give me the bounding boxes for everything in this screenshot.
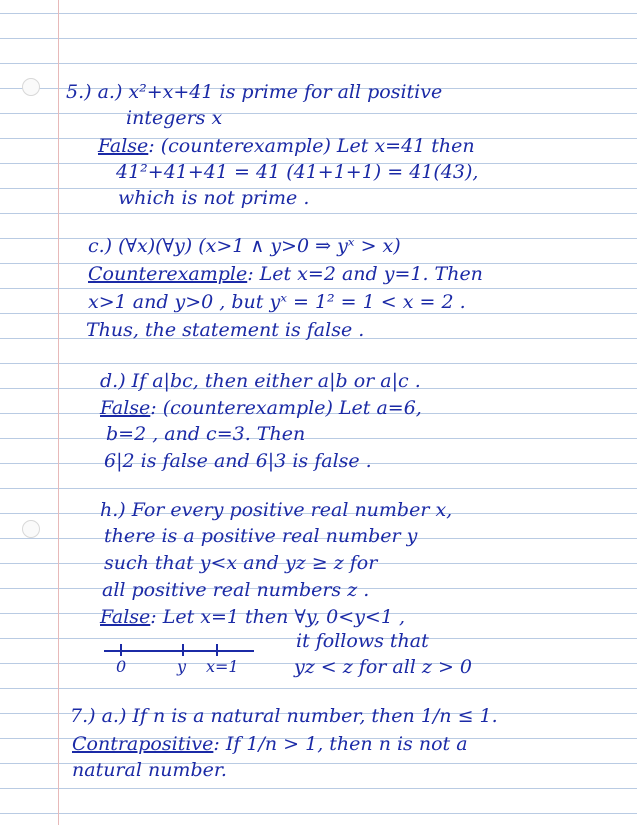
problem-5c-statement: c.) (∀x)(∀y) (x>1 ∧ y>0 ⇒ yˣ > x) [88, 235, 401, 257]
problem-5h-followup: it follows that [296, 630, 429, 652]
false-label: False [100, 606, 151, 628]
problem-5a-calc: 41²+41+41 = 41 (41+1+1) = 41(43), [116, 161, 479, 183]
number-line-label-x1: x=1 [206, 657, 239, 676]
punch-hole [22, 78, 40, 96]
problem-5h-result: yz < z for all z > 0 [294, 656, 473, 678]
number-line-tick [182, 644, 184, 656]
false-label: False [98, 135, 149, 157]
problem-5h-statement-2: there is a positive real number y [104, 525, 418, 547]
problem-5h-statement: h.) For every positive real number x, [100, 499, 453, 521]
problem-5h-statement-3: such that y<x and yz ≥ z for [104, 552, 378, 574]
problem-7a-answer [72, 732, 468, 756]
problem-5d-values: b=2 , and c=3. Then [106, 423, 306, 445]
margin-line [58, 0, 59, 825]
answer-text: : (counterexample) Let x=41 then [148, 135, 475, 157]
answer-text: : If 1/n > 1, then n is not a [213, 733, 468, 755]
number-line-label-zero: 0 [116, 657, 127, 676]
number-line-axis [104, 650, 254, 652]
false-label: False [100, 397, 151, 419]
number-line-label-y: y [177, 657, 187, 676]
problem-5a-statement-cont: integers x [126, 107, 223, 129]
problem-5d-answer [100, 396, 422, 420]
problem-5c-conclusion: Thus, the statement is false . [86, 319, 365, 341]
problem-5h-answer [100, 605, 405, 629]
problem-5a-conclusion: which is not prime . [118, 187, 310, 209]
number-line-tick [216, 644, 218, 656]
problem-5d-statement: d.) If a|bc, then either a|b or a|c . [100, 370, 421, 392]
problem-7a-answer-cont: natural number. [72, 759, 227, 781]
answer-text: : Let x=1 then ∀y, 0<y<1 , [150, 606, 406, 628]
problem-5d-conclusion: 6|2 is false and 6|3 is false . [104, 450, 372, 472]
problem-5c-answer [88, 262, 483, 286]
number-line-tick [120, 644, 122, 656]
number-line [104, 644, 274, 684]
answer-text: : (counterexample) Let a=6, [150, 397, 422, 419]
problem-5h-statement-4: all positive real numbers z . [102, 579, 370, 601]
problem-7a-statement: 7.) a.) If n is a natural number, then 1/n ≤ 1. [70, 705, 498, 727]
answer-text: : Let x=2 and y=1. Then [247, 263, 483, 285]
problem-5a-statement: 5.) a.) x²+x+41 is prime for all positive [66, 81, 443, 103]
punch-hole [22, 520, 40, 538]
contrapositive-label: Contrapositive [72, 733, 214, 755]
problem-5c-work: x>1 and y>0 , but yˣ = 1² = 1 < x = 2 . [88, 291, 466, 313]
counterexample-label: Counterexample [88, 263, 248, 285]
problem-5a-answer [98, 134, 475, 158]
